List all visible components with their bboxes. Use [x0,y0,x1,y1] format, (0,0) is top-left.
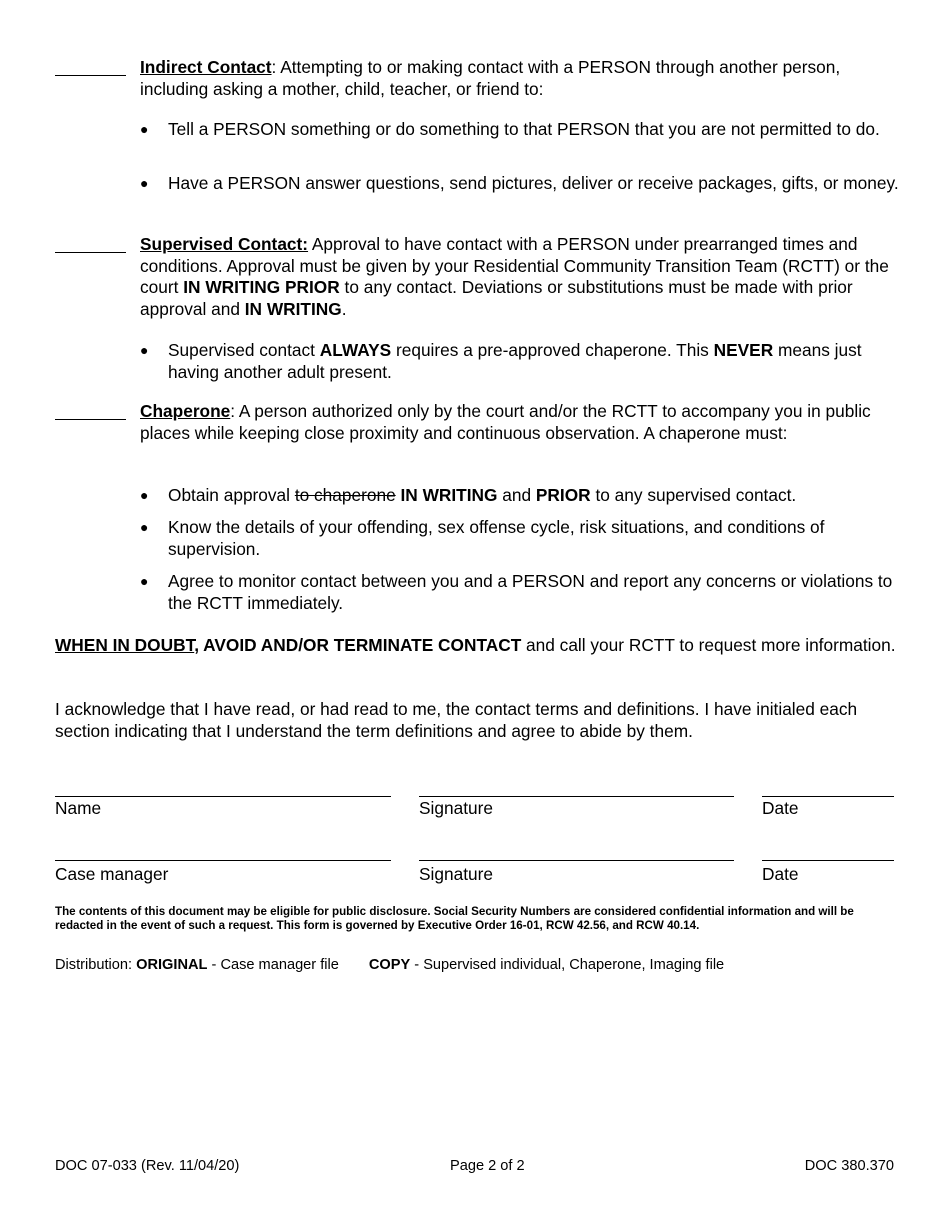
supervised-title: Supervised Contact: [140,234,309,254]
date-label: Date [762,798,799,818]
signature-label: Signature [419,798,493,818]
bullet-text: Supervised contact ALWAYS requires a pre-approved chaperone. This NEVER means just having another adult present. [168,340,862,382]
strikethrough-text: to chaperone [294,485,396,505]
case-manager-label: Case manager [55,864,169,884]
name-label: Name [55,798,102,818]
bullet-icon: ● [140,573,149,589]
warning-text: WHEN IN DOUBT, AVOID AND/OR TERMINATE CONTACT and call your RCTT to request more information. [55,635,896,655]
chaperone-title: Chaperone [140,401,231,421]
distribution-line: Distribution: ORIGINAL - Case manager file COPY - Supervised individual, Chaperone, Imaging file [55,957,725,973]
chaperone-bullet-2 [140,517,900,560]
case-manager-line[interactable] [55,860,391,861]
case-manager-date-label: Date [762,864,799,884]
disclosure-notice: The contents of this document may be eligible for public disclosure. Social Security Numbers are considered confidential information and will be redacted in the event of such a request. This form is governed by Executive Order 16-01, RCW 42.56, and RCW 40.14. [55,905,854,932]
indirect-title: Indirect Contact [140,57,272,77]
section-indirect-contact [140,57,900,100]
supervised-text-1: Approval to have contact with a PERSON under prearranged times and conditions. Approval must be given by your Residential Community Transition Team (RCTT) or the court [140,234,889,298]
chaperone-text: : A person authorized only by the court and/or the RCTT to accompany you in public places while keeping close proximity and continuous observation. A chaperone must: [140,401,871,443]
initial-line-chaperone[interactable] [55,419,126,420]
chaperone-bullet-1 [140,485,900,507]
bullet-icon: ● [140,121,149,137]
form-number: DOC 07-033 (Rev. 11/04/20) [55,1158,240,1174]
bullet-icon: ● [140,487,149,503]
bullet-text: Know the details of your offending, sex offense cycle, risk situations, and conditions of supervision. [168,517,825,559]
section-chaperone [140,401,900,444]
policy-number: DOC 380.370 [804,1158,894,1174]
supervised-bullet [140,340,900,383]
bullet-text: Have a PERSON answer questions, send pictures, deliver or receive packages, gifts, or money. [168,173,899,193]
bullet-icon: ● [140,175,149,191]
date-line[interactable] [762,796,894,797]
supervised-text-2: to any contact. Deviations or substitutions must be made with prior approval and [140,277,853,319]
acknowledgment-text: I acknowledge that I have read, or had read to me, the contact terms and definitions. I have initialed each section indicating that I understand the term definitions and agree to abide by them. [55,699,858,741]
bullet-text: Tell a PERSON something or do something to that PERSON that you are not permitted to do. [168,119,880,139]
case-manager-signature-line[interactable] [419,860,734,861]
chaperone-bullet-3 [140,571,900,614]
bullet-icon: ● [140,342,149,358]
bullet-text: Obtain approval to chaperone IN WRITING and PRIOR to any supervised contact. [168,485,797,505]
initial-line-indirect[interactable] [55,75,126,76]
bullet-text: Agree to monitor contact between you and a PERSON and report any concerns or violations to the RCTT immediately. [168,571,893,613]
supervised-bold-2: IN WRITING [244,298,342,319]
supervised-bold-1: IN WRITING PRIOR [183,277,340,298]
indirect-bullet-2 [140,173,900,195]
case-manager-date-line[interactable] [762,860,894,861]
signature-line[interactable] [419,796,734,797]
indirect-bullet-1 [140,119,900,141]
page-number: Page 2 of 2 [450,1158,525,1174]
supervised-text-3: . [341,298,347,319]
bullet-icon: ● [140,519,149,535]
case-manager-signature-label: Signature [419,864,493,884]
section-supervised-contact [140,234,900,320]
name-line[interactable] [55,796,391,797]
initial-line-supervised[interactable] [55,252,126,253]
indirect-text: : Attempting to or making contact with a PERSON through another person, including asking a mother, child, teacher, or friend to: [140,57,841,99]
